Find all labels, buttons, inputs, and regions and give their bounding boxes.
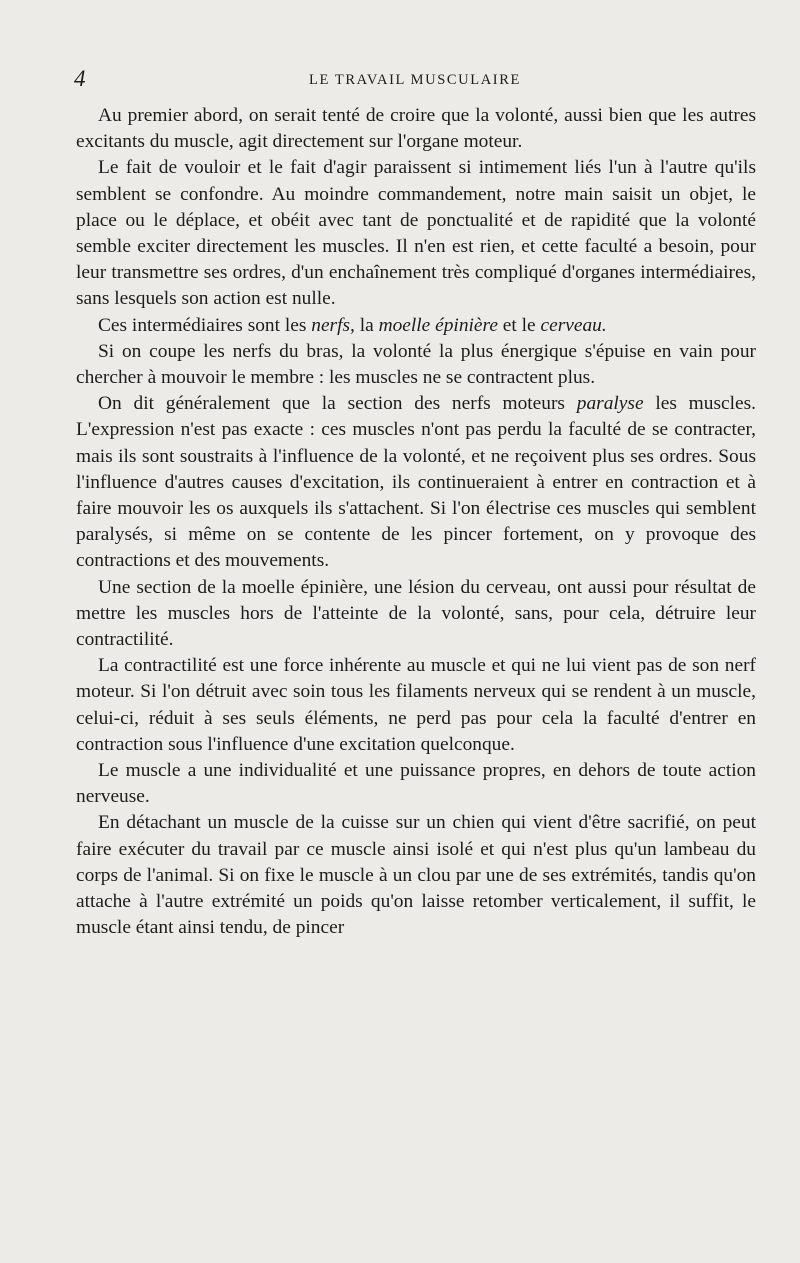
body-text bbox=[76, 103, 756, 942]
text-run: et le bbox=[497, 314, 541, 336]
italic-term: cerveau. bbox=[540, 314, 607, 336]
italic-term: nerfs, bbox=[311, 314, 355, 336]
italic-term: moelle épinière bbox=[378, 314, 498, 336]
text-run: Le fait de vouloir et le fait d'agir paraissent si intimement liés l'un à l'autre qu'ils semblent se confondre. Au moindre commandement, notre main saisit un objet, le place ou le déplace, et obéit avec tant de ponctualité et de rapidité que la volonté semble exciter directement les muscles. Il n'en est rien, et cette faculté a besoin, pour leur transmettre ses ordres, d'un enchaînement très compliqué d'organes intermédiaires, sans lesquels son action est nulle. bbox=[76, 157, 756, 310]
running-head: LE TRAVAIL MUSCULAIRE bbox=[309, 72, 521, 88]
paragraph bbox=[76, 575, 756, 654]
italic-term: paralyse bbox=[576, 393, 644, 415]
text-run: la bbox=[354, 314, 379, 336]
paragraph bbox=[76, 810, 756, 941]
paragraph bbox=[76, 313, 756, 339]
text-run: Au premier abord, on serait tenté de croire que la volonté, aussi bien que les autres excitants du muscle, agit directement sur l'organe moteur. bbox=[76, 105, 756, 153]
paragraph bbox=[76, 653, 756, 758]
text-run: Ces intermédiaires sont les bbox=[98, 314, 312, 336]
paragraph bbox=[76, 155, 756, 312]
text-run: les muscles. L'expression n'est pas exacte : ces muscles n'ont pas perdu la faculté de se contracter, mais ils sont soustraits à l'influence de la volonté, et ne reçoivent plus ses ordres. Sous l'influence d'autres causes d'excitation, ils continueraient à entrer en contraction et à faire mouvoir les os auxquels ils s'attachent. Si l'on électrise ces muscles qui semblent paralysés, si même on se contente de les pincer fortement, on y provoque des contractions et des mouvements. bbox=[76, 393, 756, 572]
text-run: La contractilité est une force inhérente au muscle et qui ne lui vient pas de son nerf moteur. Si l'on détruit avec soin tous les filaments nerveux qui se rendent à un muscle, celui-ci, réduit à ses seuls éléments, ne perd pas pour cela la faculté d'entrer en contraction sous l'influence d'une excitation quelconque. bbox=[76, 655, 756, 755]
text-run: Le muscle a une individualité et une puissance propres, en dehors de toute action nerveuse. bbox=[76, 760, 756, 808]
page-header bbox=[74, 66, 756, 96]
text-run: Si on coupe les nerfs du bras, la volonté la plus énergique s'épuise en vain pour chercher à mouvoir le membre : les muscles ne se contractent plus. bbox=[76, 340, 756, 389]
text-run: Une section de la moelle épinière, une lésion du cerveau, ont aussi pour résultat de mettre les muscles hors de l'atteinte de la volonté, sans, pour cela, détruire leur contractilité. bbox=[76, 576, 756, 651]
text-run: On dit généralement que la section des nerfs moteurs bbox=[98, 393, 577, 415]
paragraph bbox=[76, 391, 756, 574]
text-run: En détachant un muscle de la cuisse sur un chien qui vient d'être sacrifié, on peut faire exécuter du travail par ce muscle ainsi isolé et qui n'est plus qu'un lambeau du corps de l'animal. Si on fixe le muscle à un clou par une de ses extrémités, tandis qu'on attache à l'autre extrémité un poids qu'on laisse retomber verticalement, il suffit, le muscle étant ainsi tendu, de pincer bbox=[76, 812, 756, 939]
paragraph bbox=[76, 758, 756, 810]
paragraph bbox=[76, 339, 756, 391]
page-number: 4 bbox=[74, 66, 86, 91]
paragraph bbox=[76, 103, 756, 155]
